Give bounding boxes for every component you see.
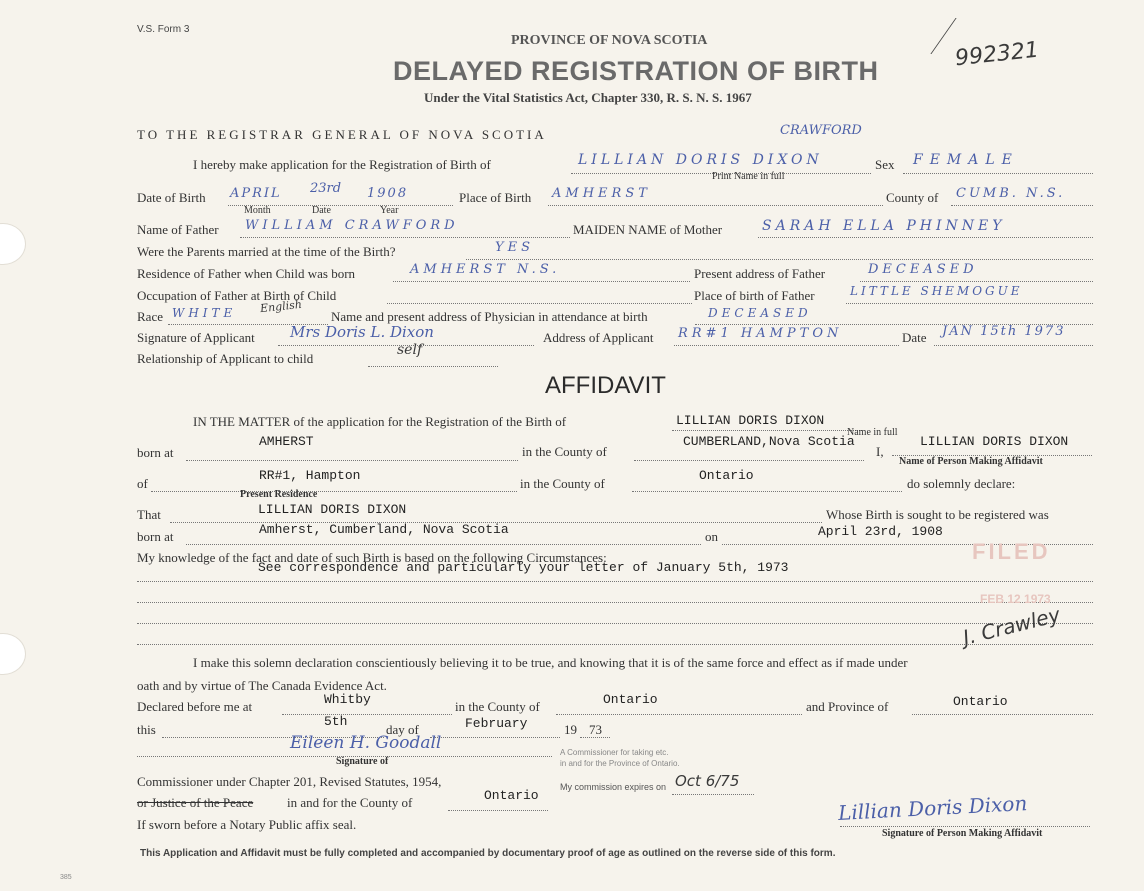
child-name-value: LILLIAN DORIS DIXON xyxy=(578,152,823,168)
applicant-signature-label: Signature of Applicant xyxy=(137,330,255,345)
signature-of-caption: Signature of xyxy=(336,756,389,767)
application-date-label: Date xyxy=(902,330,927,345)
on-label: on xyxy=(705,529,718,544)
mother-name-value: SARAH ELLA PHINNEY xyxy=(762,218,1006,234)
dob-date-value: 23rd xyxy=(310,181,342,196)
filed-stamp: FILED xyxy=(972,539,1051,564)
province-heading: PROVINCE OF NOVA SCOTIA xyxy=(511,33,708,48)
affiant-signature: Lillian Doris Dixon xyxy=(837,791,1028,825)
born-county-label: in the County of xyxy=(522,444,607,459)
whose-birth-label: Whose Birth is sought to be registered was xyxy=(826,507,1049,522)
day-of-label: day of xyxy=(386,722,419,737)
dob-year-value: 1908 xyxy=(367,186,409,201)
parents-married-value: YES xyxy=(495,240,534,255)
that-name-value: LILLIAN DORIS DIXON xyxy=(258,502,407,517)
father-name-label: Name of Father xyxy=(137,222,219,237)
knowledge-label: My knowledge of the fact and date of such Birth is based on the following Circumstances: xyxy=(137,550,607,565)
physician-label: Name and present address of Physician in attendance at birth xyxy=(331,309,648,324)
declared-at-label: Declared before me at xyxy=(137,699,253,714)
filed-stamp-date: FEB 12 1973 xyxy=(980,592,1051,606)
punch-hole-top xyxy=(0,223,26,265)
applicant-address-value: RR#1 HAMPTON xyxy=(678,326,843,341)
declared-county-label: in the County of xyxy=(455,699,540,714)
registrar-signature: J. Crawley xyxy=(960,602,1063,650)
father-residence-value: AMHERST N.S. xyxy=(410,262,561,277)
surname-note: CRAWFORD xyxy=(780,123,862,138)
sex-value: FEMALE xyxy=(913,152,1019,168)
declared-county-value: Ontario xyxy=(603,692,658,707)
race-label: Race xyxy=(137,309,163,324)
relationship-label: Relationship of Applicant to child xyxy=(137,351,314,366)
dob-label: Date of Birth xyxy=(137,190,206,205)
father-birthplace-value: LITTLE SHEMOGUE xyxy=(850,284,1023,298)
residence-county-label: in the County of xyxy=(520,476,605,491)
this-label: this xyxy=(137,722,156,737)
mother-name-label: MAIDEN NAME of Mother xyxy=(573,222,723,237)
affiant-signature-caption: Signature of Person Making Affidavit xyxy=(882,828,1043,839)
commissioner-signature: Eileen H. Goodall xyxy=(290,733,442,753)
affiant-name-caption: Name of Person Making Affidavit xyxy=(899,456,1043,467)
affidavit-matter-label: IN THE MATTER of the application for the Registration of the Birth of xyxy=(193,414,567,429)
place-of-birth-value: AMHERST xyxy=(552,186,651,201)
declare-label: do solemnly declare: xyxy=(907,476,1016,491)
county-value: CUMB. N.S. xyxy=(956,186,1066,201)
form-code: V.S. Form 3 xyxy=(137,24,190,35)
footer-note: This Application and Affidavit must be fully completed and accompanied by documentary proof of age as outlined on the reverse side of this form. xyxy=(140,848,836,859)
father-residence-label: Residence of Father when Child was born xyxy=(137,266,356,281)
commission-expires-label: My commission expires on xyxy=(560,782,667,792)
print-code: 385 xyxy=(60,874,72,881)
race-value: WHITE xyxy=(172,306,237,320)
born-at-label: born at xyxy=(137,445,174,460)
punch-hole-bottom xyxy=(0,633,26,675)
circumstances-value: See correspondence and particularly your letter of January 5th, 1973 xyxy=(258,560,789,575)
that-label: That xyxy=(137,507,161,522)
father-name-value: WILLIAM CRAWFORD xyxy=(245,218,459,233)
applicant-signature: Mrs Doris L. Dixon xyxy=(290,323,434,341)
county-label: County of xyxy=(886,190,939,205)
race-note: English xyxy=(259,297,303,316)
declared-province-value: Ontario xyxy=(953,694,1008,709)
province-label: and Province of xyxy=(806,699,889,714)
sex-label: Sex xyxy=(875,157,895,172)
application-intro-label: I hereby make application for the Registration of Birth of xyxy=(193,157,491,172)
born-at-value: AMHERST xyxy=(259,434,314,449)
affidavit-title: AFFIDAVIT xyxy=(545,372,666,399)
parents-married-label: Were the Parents married at the time of the Birth? xyxy=(137,244,396,259)
print-name-caption: Print Name in full xyxy=(712,171,785,182)
father-present-address-label: Present address of Father xyxy=(694,266,826,281)
addressee-line: TO THE REGISTRAR GENERAL OF NOVA SCOTIA xyxy=(137,127,547,142)
residence-county-value: Ontario xyxy=(699,468,754,483)
year-caption: Year xyxy=(380,205,399,216)
affiant-name: LILLIAN DORIS DIXON xyxy=(920,434,1069,449)
registration-number: 992321 xyxy=(953,37,1041,72)
birth-date-value: April 23rd, 1908 xyxy=(818,524,943,539)
born-at2-value: Amherst, Cumberland, Nova Scotia xyxy=(259,522,509,537)
born-at2-label: born at xyxy=(137,529,174,544)
dob-month-value: APRIL xyxy=(230,186,282,201)
application-date-value: JAN 15th 1973 xyxy=(942,324,1066,339)
declaration-line-2: oath and by virtue of The Canada Evidence Act. xyxy=(137,678,387,693)
notary-label: If sworn before a Notary Public affix seal. xyxy=(137,817,357,832)
father-present-address-value: DECEASED xyxy=(868,262,978,277)
name-in-full-caption: Name in full xyxy=(847,427,898,438)
year-suffix: 73 xyxy=(589,722,602,737)
date-caption: Date xyxy=(312,205,331,216)
father-occupation-label: Occupation of Father at Birth of Child xyxy=(137,288,337,303)
year-prefix: 19 xyxy=(564,722,577,737)
relationship-value: self xyxy=(397,342,423,358)
page-subtitle: Under the Vital Statistics Act, Chapter 330, R. S. N. S. 1967 xyxy=(424,90,752,105)
commissioner-label: Commissioner under Chapter 201, Revised Statutes, 1954, xyxy=(137,774,442,789)
affiant-residence-value: RR#1, Hampton xyxy=(259,468,361,483)
affiant-i-label: I, xyxy=(876,444,884,459)
declaration-line-1: I make this solemn declaration conscientiously believing it to be true, and knowing that it is of the same force and effect as if made under xyxy=(193,655,908,670)
father-birthplace-label: Place of birth of Father xyxy=(694,288,815,303)
commissioner-stamp-line-1: A Commissioner for taking etc. xyxy=(560,748,669,757)
applicant-address-label: Address of Applicant xyxy=(543,330,654,345)
justice-label-struck: or Justice of the Peace xyxy=(137,795,254,810)
commissioner-stamp-line-2: in and for the Province of Ontario. xyxy=(560,759,680,768)
born-county-value: CUMBERLAND,Nova Scotia xyxy=(683,434,855,449)
commission-county-value: Ontario xyxy=(484,788,539,803)
day-value: 5th xyxy=(324,714,348,729)
month-caption: Month xyxy=(244,205,271,216)
physician-value: DECEASED xyxy=(708,306,812,320)
residence-of-label: of xyxy=(137,476,148,491)
place-of-birth-label: Place of Birth xyxy=(459,190,532,205)
affidavit-matter-name: LILLIAN DORIS DIXON xyxy=(676,413,825,428)
justice-rest-label: in and for the County of xyxy=(287,795,413,810)
present-residence-caption: Present Residence xyxy=(240,489,318,500)
month-value: February xyxy=(465,716,528,731)
commission-expires-value: Oct 6/75 xyxy=(675,772,740,790)
declared-at-value: Whitby xyxy=(324,692,371,707)
page-title: DELAYED REGISTRATION OF BIRTH xyxy=(393,56,879,86)
